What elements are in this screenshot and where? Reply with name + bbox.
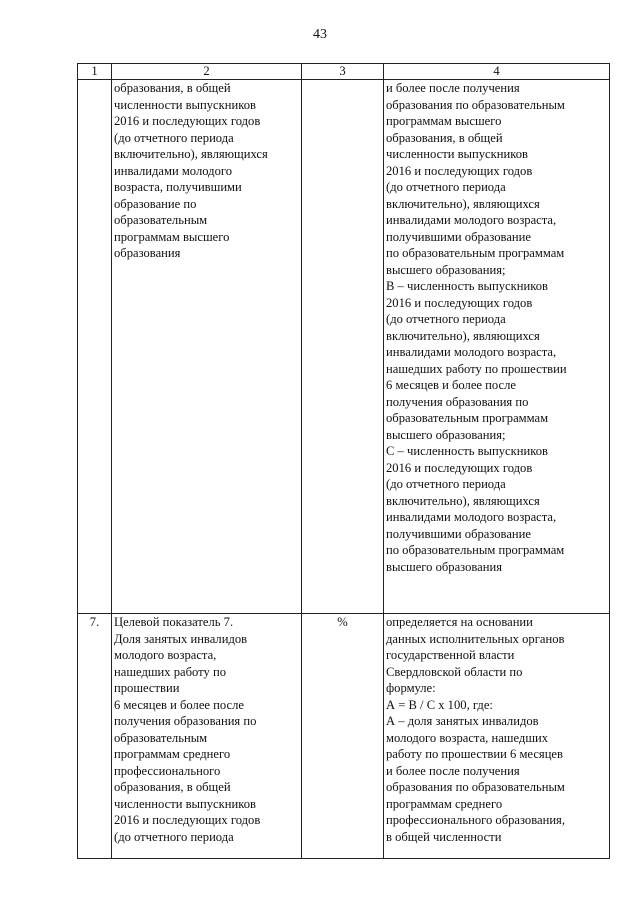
- table-row: [78, 614, 610, 859]
- column-header-number: 1: [78, 64, 112, 80]
- unit-of-measure: %: [302, 614, 384, 859]
- text-line: А – доля занятых инвалидов: [386, 714, 539, 728]
- text-line: А = В / С х 100, где:: [386, 697, 493, 712]
- row-number: 7.: [78, 614, 112, 859]
- indicator-name: [112, 614, 302, 859]
- text-line: прошествии: [114, 681, 180, 695]
- text-line: инвалидами молодого возраста,: [386, 345, 557, 359]
- text-line: численности выпускников: [386, 147, 528, 161]
- calculation-method: [384, 80, 610, 614]
- text-line: получившими образование: [386, 229, 531, 244]
- text-line: 2016 и последующих годов: [114, 114, 261, 128]
- table-header-row: [78, 64, 610, 80]
- text-line: В – численность выпускников: [386, 279, 548, 293]
- text-line: 2016 и последующих годов: [114, 813, 261, 827]
- column-header-unit: 3: [302, 64, 384, 80]
- text-line: образования, в общей: [114, 81, 231, 95]
- text-line: образования по образовательным: [386, 780, 565, 794]
- text-line: программам высшего: [114, 229, 230, 244]
- text-line: 6 месяцев и более после: [386, 378, 516, 392]
- text-line: по образовательным программам: [386, 543, 565, 557]
- text-line: инвалидами молодого возраста,: [386, 213, 557, 227]
- text-line: Свердловской области по: [386, 664, 523, 679]
- text-line: нашедших работу по прошествии: [386, 361, 567, 376]
- indicator-name: [112, 80, 302, 614]
- text-line: образовательным программам: [386, 411, 549, 425]
- unit-of-measure: [302, 80, 384, 614]
- text-line: 2016 и последующих годов: [386, 295, 533, 310]
- column-header-indicator: 2: [112, 64, 302, 80]
- indicator-table: [77, 63, 610, 859]
- table-row: [78, 80, 610, 614]
- text-line: получения образования по: [114, 714, 257, 728]
- text-line: образование по: [114, 196, 197, 211]
- text-line: включительно), являющихся: [386, 196, 540, 211]
- text-line: Доля занятых инвалидов: [114, 631, 248, 646]
- text-line: определяется на основании: [386, 615, 533, 629]
- text-line: инвалидами молодого возраста,: [386, 510, 557, 524]
- calculation-method: [384, 614, 610, 859]
- text-line: (до отчетного периода: [386, 312, 506, 326]
- text-line: 6 месяцев и более после: [114, 697, 244, 712]
- text-line: профессионального образования,: [386, 813, 565, 827]
- text-line: С – численность выпускников: [386, 444, 548, 458]
- text-line: государственной власти: [386, 648, 515, 662]
- text-line: профессионального: [114, 763, 221, 778]
- text-line: молодого возраста, нашедших: [386, 730, 549, 745]
- text-line: возраста, получившими: [114, 180, 242, 194]
- text-line: по образовательным программам: [386, 246, 565, 260]
- text-line: высшего образования;: [386, 262, 506, 277]
- text-line: численности выпускников: [114, 97, 256, 112]
- row-number: [78, 80, 112, 614]
- text-line: нашедших работу по: [114, 664, 226, 679]
- text-line: численности выпускников: [114, 796, 256, 811]
- text-line: формуле:: [386, 681, 436, 695]
- text-line: инвалидами молодого: [114, 163, 233, 178]
- text-line: включительно), являющихся: [114, 147, 268, 161]
- text-line: высшего образования: [386, 559, 503, 574]
- text-line: работу по прошествии 6 месяцев: [386, 747, 563, 761]
- text-line: программам среднего: [114, 747, 231, 761]
- text-line: образования: [114, 246, 181, 260]
- text-line: образования, в общей: [386, 130, 503, 145]
- text-line: (до отчетного периода: [114, 829, 234, 844]
- text-line: (до отчетного периода: [386, 477, 506, 491]
- text-line: программам высшего: [386, 114, 502, 128]
- text-line: и более после получения: [386, 763, 520, 778]
- text-line: (до отчетного периода: [114, 130, 234, 145]
- text-line: молодого возраста,: [114, 648, 217, 662]
- text-line: образования по образовательным: [386, 97, 565, 112]
- text-line: данных исполнительных органов: [386, 631, 565, 646]
- text-line: 2016 и последующих годов: [386, 163, 533, 178]
- text-line: включительно), являющихся: [386, 493, 540, 508]
- text-line: получения образования по: [386, 394, 529, 409]
- text-line: (до отчетного периода: [386, 180, 506, 194]
- text-line: получившими образование: [386, 526, 531, 541]
- text-line: образования, в общей: [114, 780, 231, 794]
- column-header-method: 4: [384, 64, 610, 80]
- text-line: образовательным: [114, 730, 208, 745]
- text-line: и более после получения: [386, 81, 520, 95]
- text-line: программам среднего: [386, 796, 503, 811]
- text-line: образовательным: [114, 213, 208, 227]
- text-line: Целевой показатель 7.: [114, 615, 234, 629]
- page-number: 43: [313, 27, 327, 42]
- text-line: в общей численности: [386, 829, 502, 844]
- text-line: высшего образования;: [386, 427, 506, 442]
- text-line: включительно), являющихся: [386, 328, 540, 343]
- text-line: 2016 и последующих годов: [386, 460, 533, 475]
